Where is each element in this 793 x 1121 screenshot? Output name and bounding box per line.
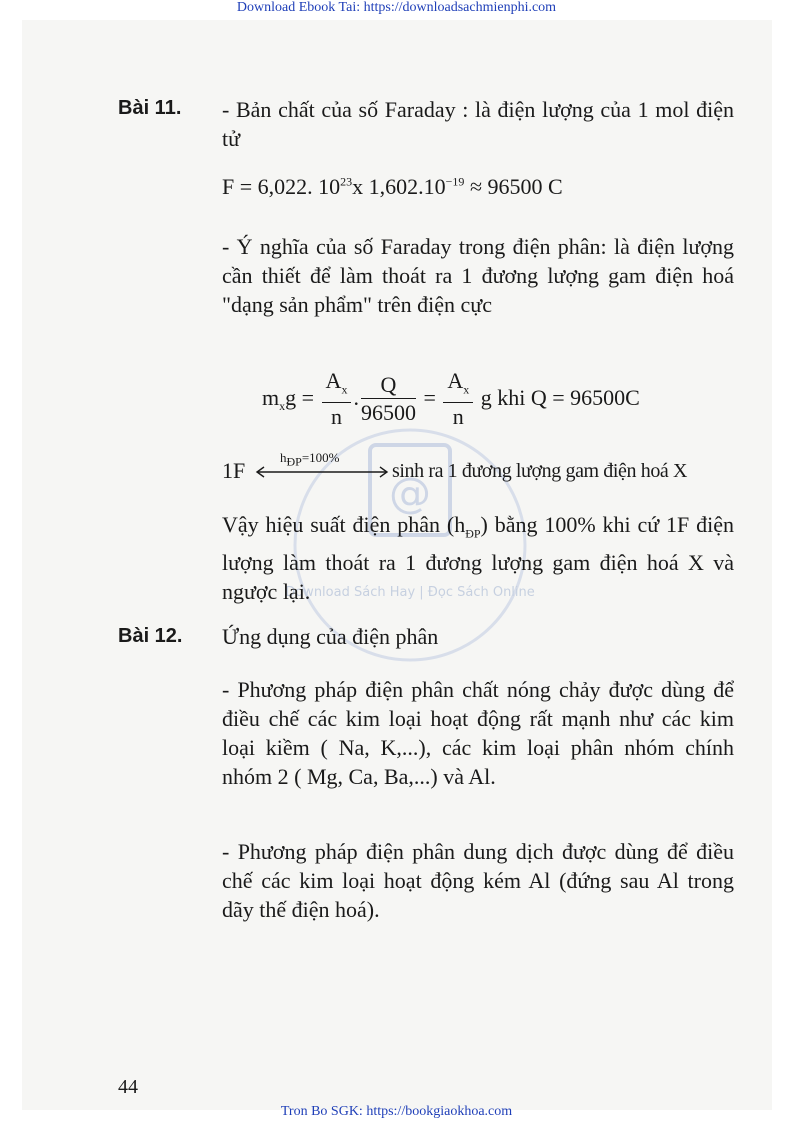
equivalence-arrow-row: 1F $h_{ĐP}=100\%$ sinh ra 1 đương lượng gam điện hoá X <box>222 452 742 492</box>
svg-text:@: @ <box>389 468 431 517</box>
exercise-11-label: Bài 11. <box>118 97 182 119</box>
arrow-condition: $h_{ĐP}=100\%$ <box>280 450 340 469</box>
page-number: 44 <box>118 1076 138 1098</box>
fraction-q-over-96500: $\frac{Q}{96500}$ <box>360 372 416 426</box>
fraction-ax-over-n: $\frac{A_x}{n}$ <box>322 368 352 431</box>
exercise-12-label: Bài 12. <box>118 625 183 647</box>
exercise-11-paragraph-3: Vậy hiệu suất điện phân $(h_{ĐP})$ bằng 100% khi cứ 1F điện lượng làm thoát ra 1 đương lượng gam điện hoá X và ngược lại. <box>222 512 734 605</box>
mass-equation: $m_xg$ = $\frac{A_x}{n}$ . $\frac{Q}{96500}$ = $\frac{A_x}{n}$ g khi Q = 96500C <box>262 368 640 430</box>
exercise-12-paragraph-1: - Phương pháp điện phân chất nóng chảy được dùng để điều chế các kim loại hoạt động rất mạnh như các kim loại kiềm ( Na, K,...), các kim loại phân nhóm chính nhóm 2 ( Mg, Ca, Ba,...) và Al. <box>222 677 734 789</box>
exercise-11-paragraph-1: - Bản chất của số Faraday : là điện lượng của 1 mol điện tử <box>222 97 734 151</box>
faraday-formula: F = 6,022. $10^{23}x$ $1,602.10^{-19} \approx 96500$ C <box>222 174 563 199</box>
exercise-12-paragraph-2: - Phương pháp điện phân dung dịch được dùng để điều chế các kim loại hoạt động kém Al (đứng sau Al trong dãy thế điện hoá). <box>222 839 734 922</box>
fraction-ax-over-n-2: $\frac{A_x}{n}$ <box>443 368 473 431</box>
double-arrow-icon <box>252 452 392 488</box>
watermark-text: Download Sách Hay | Đọc Sách Online <box>285 585 535 600</box>
exercise-12-title: Ứng dụng của điện phân <box>222 624 439 649</box>
footer-link[interactable]: Tron Bo SGK: https://bookgiaokhoa.com <box>280 1104 513 1119</box>
header-link[interactable]: Download Ebook Tai: https://downloadsachmienphi.com <box>236 0 557 15</box>
exercise-11-paragraph-2: - Ý nghĩa của số Faraday trong điện phân: là điện lượng cần thiết để làm thoát ra 1 đương lượng gam điện hoá "dạng sản phẩm" trên điện cực <box>222 234 734 317</box>
